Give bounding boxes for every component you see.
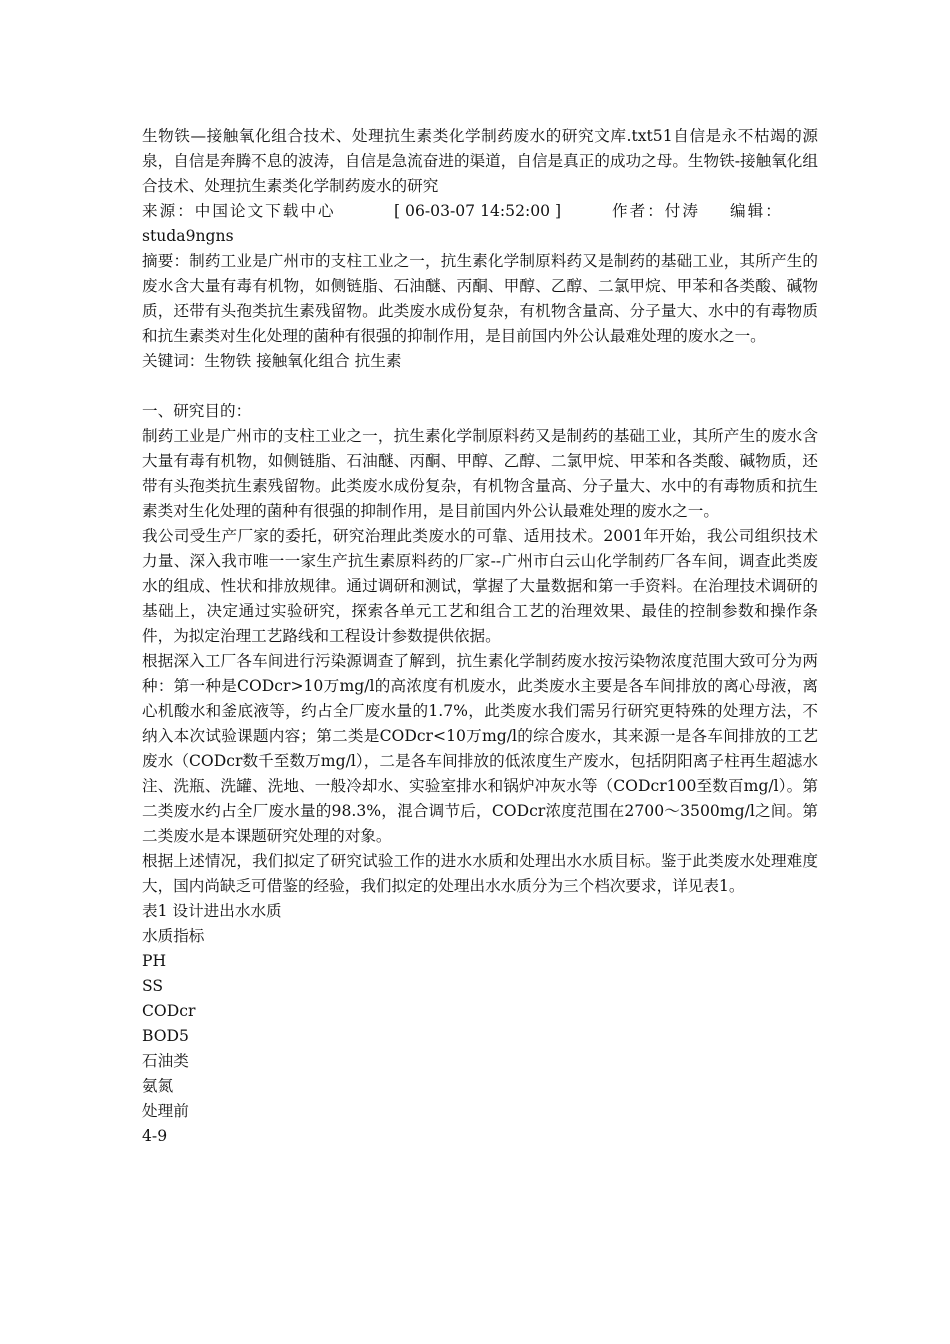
article-meta <box>142 199 818 224</box>
table-line: SS <box>142 977 164 995</box>
table-caption: 表1 设计进出水水质 <box>142 902 282 920</box>
intro-paragraph: 生物铁—接触氧化组合技术、处理抗生素类化学制药废水的研究文库.txt51自信是永不枯竭的源泉，自信是奔腾不息的波涛，自信是急流奋进的渠道，自信是真正的成功之母。生物铁-接触氧化组合技术、处理抗生素类化学制药废水的研究 <box>142 127 818 195</box>
meta-date: [ 06-03-07 14:52:00 ] <box>394 202 562 220</box>
meta-editor: 编辑： <box>730 202 783 220</box>
meta-author: 作者：付涛 <box>612 202 700 220</box>
table-line: 处理前 <box>142 1102 189 1120</box>
paragraph-1: 制药工业是广州市的支柱工业之一，抗生素化学制原料药又是制药的基础工业，其所产生的废水含大量有毒有机物，如侧链脂、石油醚、丙酮、甲醇、乙醇、二氯甲烷、甲苯和各类酸、碱物质，还带有头孢类抗生素残留物。此类废水成份复杂，有机物含量高、分子量大、水中的有毒物质和抗生素类对生化处理的菌种有很强的抑制作用，是目前国内外公认最难处理的废水之一。 <box>142 427 818 520</box>
table-line: 4-9 <box>142 1127 168 1145</box>
document-page <box>142 124 818 1149</box>
table-line: 氨氮 <box>142 1077 174 1095</box>
table-line: 石油类 <box>142 1052 189 1070</box>
table-line: CODcr <box>142 1002 196 1020</box>
table-line: PH <box>142 952 167 970</box>
paragraph-2: 我公司受生产厂家的委托，研究治理此类废水的可靠、适用技术。2001年开始，我公司组织技术力量、深入我市唯一一家生产抗生素原料药的厂家--广州市白云山化学制药厂各车间，调查此类废水的组成、性状和排放规律。通过调研和测试，掌握了大量数据和第一手资料。在治理技术调研的基础上，决定通过实验研究，探索各单元工艺和组合工艺的治理效果、最佳的控制参数和操作条件，为拟定治理工艺路线和工程设计参数提供依据。 <box>142 527 818 645</box>
table-line: 水质指标 <box>142 927 205 945</box>
section-title: 一、研究目的： <box>142 402 252 420</box>
paragraph-3: 根据深入工厂各车间进行污染源调查了解到，抗生素化学制药废水按污染物浓度范围大致可分为两种：第一种是CODcr>10万mg/l的高浓度有机废水，此类废水主要是各车间排放的离心母液，离心机酸水和釜底液等，约占全厂废水量的1.7%，此类废水我们需另行研究更特殊的处理方法，不纳入本次试验课题内容；第二类是CODcr<10万mg/l的综合废水，其来源一是各车间排放的工艺废水（CODcr数千至数万mg/l），二是各车间排放的低浓度生产废水，包括阴阳离子柱再生超滤水注、洗瓶、洗罐、洗地、一般冷却水、实验室排水和锅炉冲灰水等（CODcr100至数百mg/l）。第二类废水约占全厂废水量的98.3%，混合调节后，CODcr浓度范围在2700～3500mg/l之间。第二类废水是本课题研究处理的对象。 <box>142 652 818 845</box>
keywords-line: 关键词：生物铁 接触氧化组合 抗生素 <box>142 352 402 370</box>
meta-editor-name: studa9ngns <box>142 227 234 245</box>
blank-line <box>142 374 818 399</box>
paragraph-4: 根据上述情况，我们拟定了研究试验工作的进水水质和处理出水水质目标。鉴于此类废水处理难度大，国内尚缺乏可借鉴的经验，我们拟定的处理出水水质分为三个档次要求，详见表1。 <box>142 852 818 895</box>
meta-source: 来源：中国论文下载中心 <box>142 202 336 220</box>
abstract-paragraph: 摘要：制药工业是广州市的支柱工业之一，抗生素化学制原料药又是制药的基础工业，其所产生的废水含大量有毒有机物，如侧链脂、石油醚、丙酮、甲醇、乙醇、二氯甲烷、甲苯和各类酸、碱物质，还带有头孢类抗生素残留物。此类废水成份复杂，有机物含量高、分子量大、水中的有毒物质和抗生素类对生化处理的菌种有很强的抑制作用，是目前国内外公认最难处理的废水之一。 <box>142 252 818 345</box>
table-line: BOD5 <box>142 1027 189 1045</box>
